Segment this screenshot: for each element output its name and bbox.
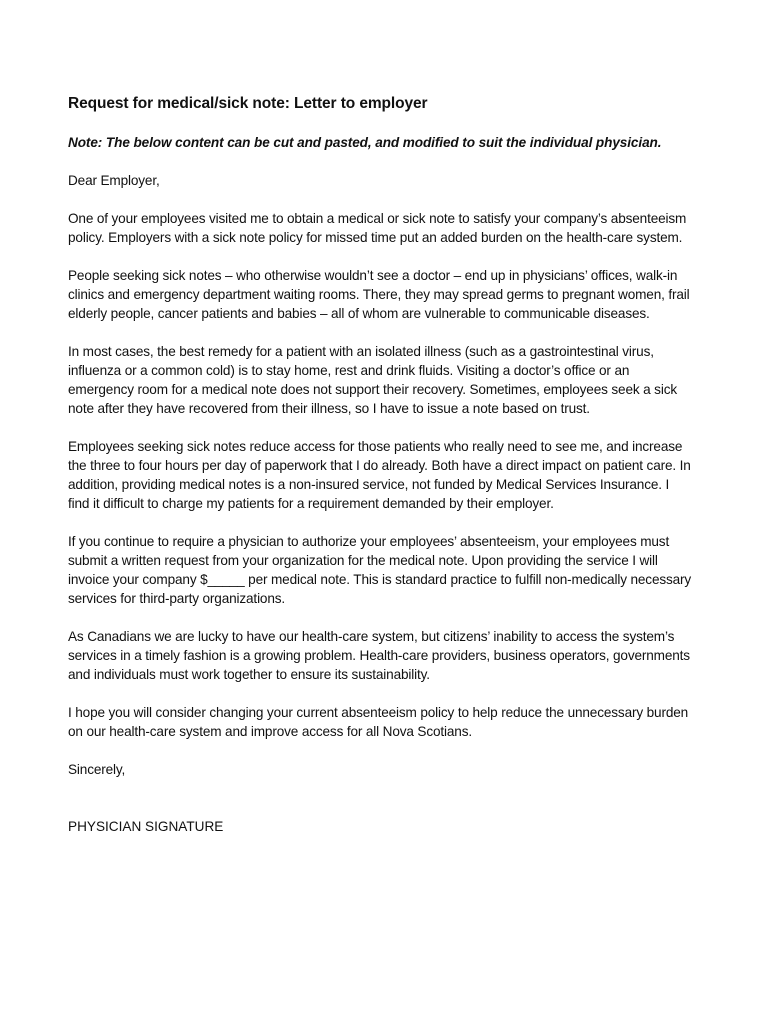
salutation: Dear Employer,: [68, 173, 160, 188]
physician-signature: PHYSICIAN SIGNATURE: [68, 819, 224, 834]
letter-body: [68, 94, 692, 836]
paragraph-7: I hope you will consider changing your current absenteeism policy to help reduce the unnecessary burden on our health-care system and improve access for all Nova Scotians.: [68, 705, 689, 739]
paragraph-2: People seeking sick notes – who otherwise wouldn’t see a doctor – end up in physicians’ offices, walk-in clinics and emergency department waiting rooms. There, they may spread germs to pregnant women, frail elderly people, cancer patients and babies – all of whom are vulnerable to communicable diseases.: [68, 268, 690, 321]
closing: Sincerely,: [68, 762, 126, 777]
usage-note: Note: The below content can be cut and pasted, and modified to suit the individual physician.: [68, 135, 662, 150]
letter-title: Request for medical/sick note: Letter to employer: [68, 95, 428, 112]
paragraph-1: One of your employees visited me to obtain a medical or sick note to satisfy your company’s absenteeism policy. Employers with a sick note policy for missed time put an added burden on the health-care system.: [68, 211, 687, 245]
paragraph-3: In most cases, the best remedy for a patient with an isolated illness (such as a gastrointestinal virus, influenza or a common cold) is to stay home, rest and drink fluids. Visiting a doctor’s office or an emergency room for a medical note does not support their recovery. Sometimes, employees seek a sick note after they have recovered from their illness, so I have to issue a note based on trust.: [68, 344, 677, 416]
paragraph-4: Employees seeking sick notes reduce access for those patients who really need to see me, and increase the three to four hours per day of paperwork that I do already. Both have a direct impact on patient care. In addition, providing medical notes is a non-insured service, not funded by Medical Services Insurance. I find it difficult to charge my patients for a requirement demanded by their employer.: [68, 439, 691, 511]
paragraph-6: As Canadians we are lucky to have our health-care system, but citizens’ inability to access the system’s services in a timely fashion is a growing problem. Health-care providers, business operators, governments and individuals must work together to ensure its sustainability.: [68, 629, 690, 682]
paragraph-5: If you continue to require a physician to authorize your employees’ absenteeism, your employees must submit a written request from your organization for the medical note. Upon providing the service I will invoice your company $_____ per medical note. This is standard practice to fulfill non-medically necessary services for third-party organizations.: [68, 534, 692, 606]
